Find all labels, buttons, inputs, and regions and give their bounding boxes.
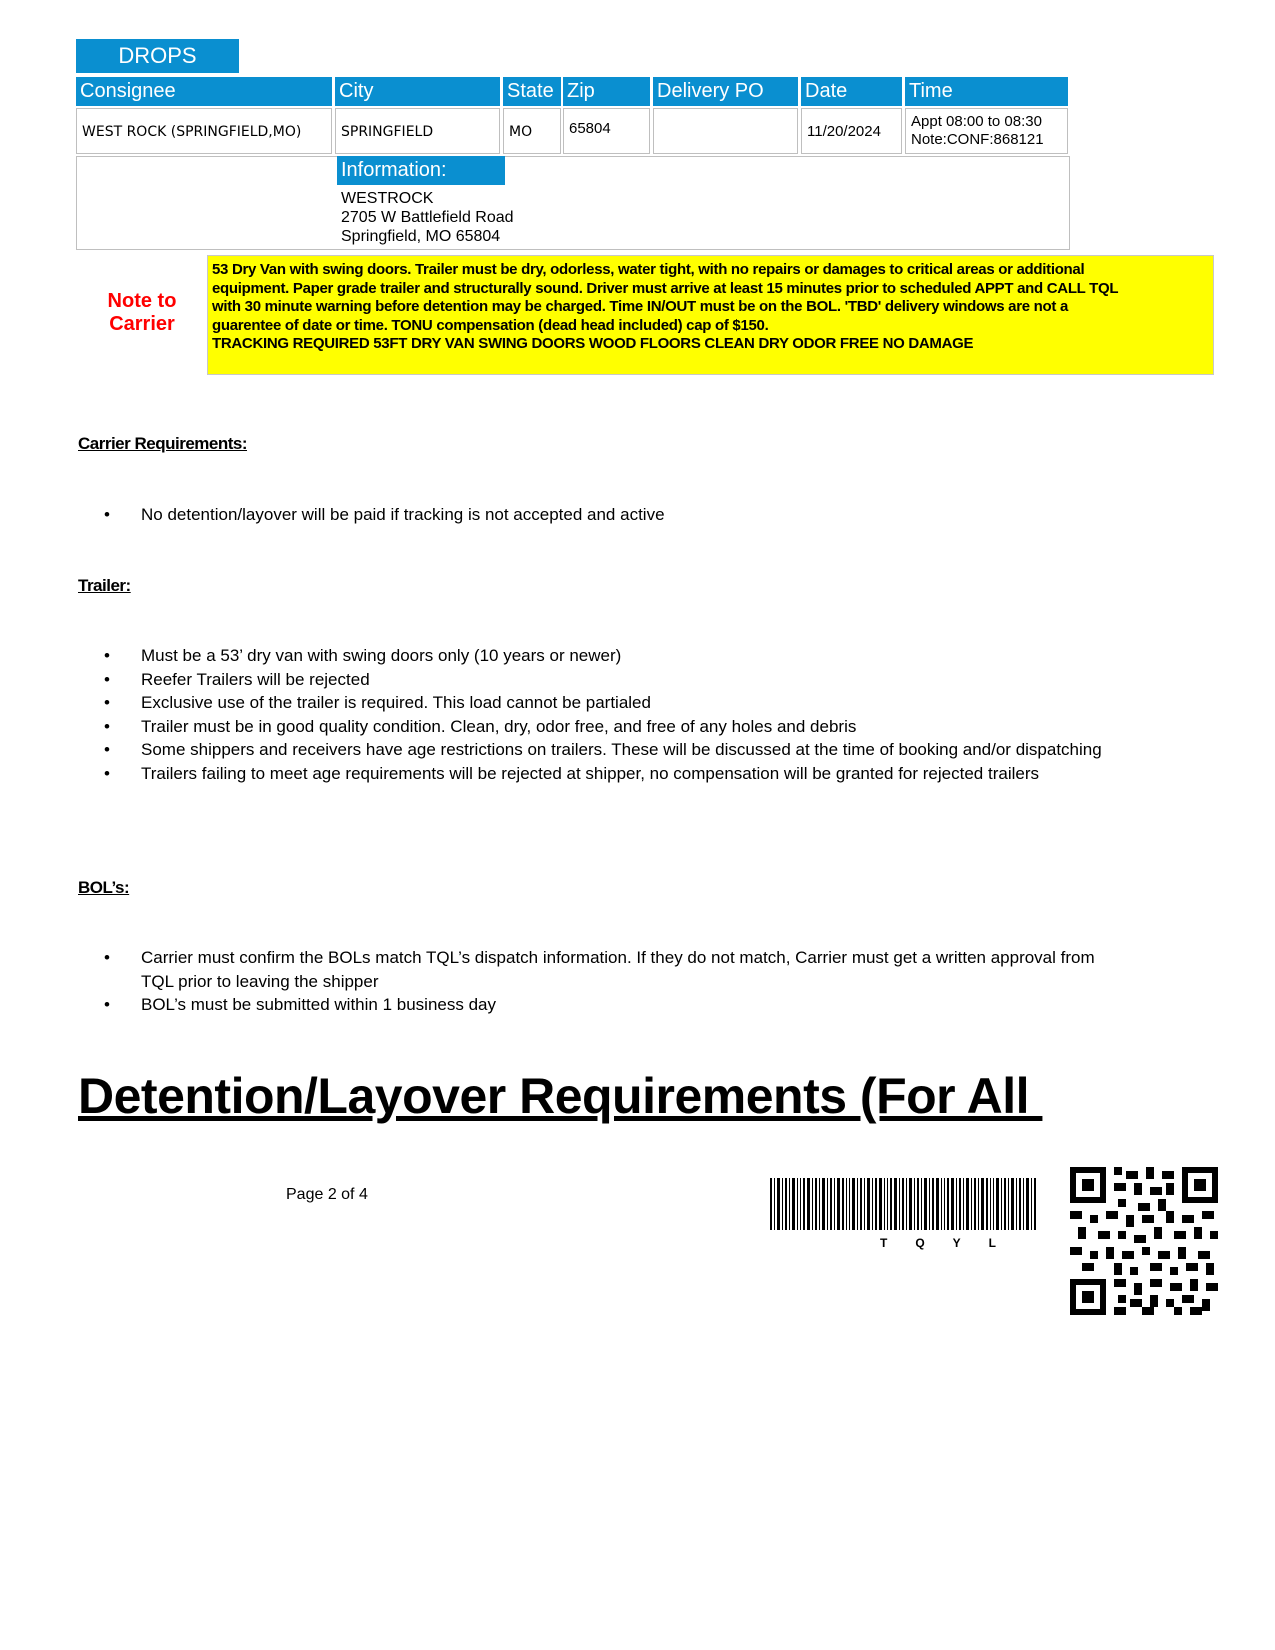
cell-state: MO bbox=[503, 108, 561, 154]
note-to-carrier-box bbox=[207, 255, 1214, 375]
information-box bbox=[76, 156, 1070, 250]
list-item-text: BOL’s must be submitted within 1 business day bbox=[141, 995, 496, 1014]
qr-code-icon bbox=[1070, 1167, 1218, 1315]
info-line: 2705 W Battlefield Road bbox=[341, 209, 514, 226]
cell-time bbox=[905, 108, 1068, 154]
note-line: guarentee of date or time. TONU compensation (dead head included) cap of $150. bbox=[212, 316, 769, 334]
list-item: • Carrier must confirm the BOLs match TQL’s dispatch information. If they do not match, Carrier must get a written approval from TQL prior to leaving the shipper bbox=[104, 948, 1095, 991]
list-item: • Reefer Trailers will be rejected bbox=[104, 669, 370, 689]
list-item-text: Reefer Trailers will be rejected bbox=[141, 669, 370, 689]
list-item: • Exclusive use of the trailer is required. This load cannot be partialed bbox=[104, 693, 651, 712]
time-appt: Appt 08:00 to 08:30 bbox=[911, 113, 1042, 130]
info-line: Springfield, MO 65804 bbox=[341, 228, 501, 245]
note-line: with 30 minute warning before detention may be charged. Time IN/OUT must be on the BOL. 'TBD' delivery windows are not a bbox=[212, 298, 1068, 315]
note-line: TRACKING REQUIRED 53FT DRY VAN SWING DOORS WOOD FLOORS CLEAN DRY ODOR FREE NO DAMAGE bbox=[212, 335, 974, 352]
cell-zip: 65804 bbox=[563, 108, 650, 154]
barcode-caption: TQYL bbox=[880, 1236, 1024, 1250]
info-line: WESTROCK bbox=[341, 190, 434, 207]
information-label: Information: bbox=[337, 156, 505, 185]
cell-date: 11/20/2024 bbox=[801, 108, 902, 154]
col-time: Time bbox=[905, 77, 1068, 106]
cell-delivery-po bbox=[653, 108, 798, 154]
list-item-text: Carrier must confirm the BOLs match TQL’s dispatch information. If they do not match, Carrier must get a written approval from TQL prior to leaving the shipper bbox=[141, 948, 1095, 991]
time-note: Note:CONF:868121 bbox=[911, 131, 1044, 148]
drops-title: DROPS bbox=[76, 39, 239, 73]
col-zip: Zip bbox=[563, 77, 650, 106]
trailer-list bbox=[104, 644, 1104, 785]
col-date: Date bbox=[801, 77, 902, 106]
note-label-line: Carrier bbox=[109, 313, 175, 335]
list-item: • No detention/layover will be paid if tracking is not accepted and active bbox=[104, 505, 665, 524]
note-label-line: Note to bbox=[107, 290, 177, 312]
information-address bbox=[341, 189, 514, 246]
carrier-requirements-title: Carrier Requirements: bbox=[78, 434, 248, 453]
list-item-text: Trailers failing to meet age requirements will be rejected at shipper, no compensation will be granted for rejected trailers bbox=[141, 763, 1039, 783]
note-to-carrier-label bbox=[92, 290, 192, 336]
cell-city: SPRINGFIELD bbox=[335, 108, 500, 154]
detention-heading: Detention/Layover Requirements (For All bbox=[78, 1068, 1043, 1124]
list-item: • Trailer must be in good quality condition. Clean, dry, odor free, and free of any holes and debris bbox=[104, 716, 857, 736]
barcode-icon bbox=[770, 1178, 1050, 1234]
note-line: equipment. Paper grade trailer and structurally sound. Driver must arrive at least 15 minutes prior to scheduled APPT and CALL TQL bbox=[212, 279, 1119, 297]
page-number: Page 2 of 4 bbox=[286, 1186, 368, 1203]
trailer-title: Trailer: bbox=[78, 576, 131, 595]
list-item-text: No detention/layover will be paid if tracking is not accepted and active bbox=[141, 505, 665, 524]
list-item-text: Exclusive use of the trailer is required. This load cannot be partialed bbox=[141, 693, 651, 712]
list-item-text: Trailer must be in good quality condition. Clean, dry, odor free, and free of any holes and debris bbox=[141, 716, 857, 736]
bols-list bbox=[104, 946, 1104, 1017]
cell-consignee: WEST ROCK (SPRINGFIELD,MO) bbox=[76, 108, 332, 154]
col-state: State bbox=[503, 77, 561, 106]
list-item-text: Must be a 53’ dry van with swing doors only (10 years or newer) bbox=[141, 646, 622, 665]
bols-title: BOL’s: bbox=[78, 878, 130, 897]
list-item: • Some shippers and receivers have age restrictions on trailers. These will be discussed at the time of booking and/or dispatching bbox=[104, 740, 1102, 759]
list-item: • Trailers failing to meet age requirements will be rejected at shipper, no compensation will be granted for rejected trailers bbox=[104, 763, 1039, 783]
col-delivery-po: Delivery PO bbox=[653, 77, 798, 106]
col-city: City bbox=[335, 77, 500, 106]
list-item: • BOL’s must be submitted within 1 business day bbox=[104, 995, 496, 1014]
carrier-requirements-list bbox=[104, 503, 1104, 527]
list-item: • Must be a 53’ dry van with swing doors only (10 years or newer) bbox=[104, 646, 622, 665]
note-line: 53 Dry Van with swing doors. Trailer must be dry, odorless, water tight, with no repairs or damages to critical areas or additional bbox=[212, 261, 1085, 278]
col-consignee: Consignee bbox=[76, 77, 332, 106]
list-item-text: Some shippers and receivers have age restrictions on trailers. These will be discussed at the time of booking and/or dispatching bbox=[141, 740, 1102, 759]
